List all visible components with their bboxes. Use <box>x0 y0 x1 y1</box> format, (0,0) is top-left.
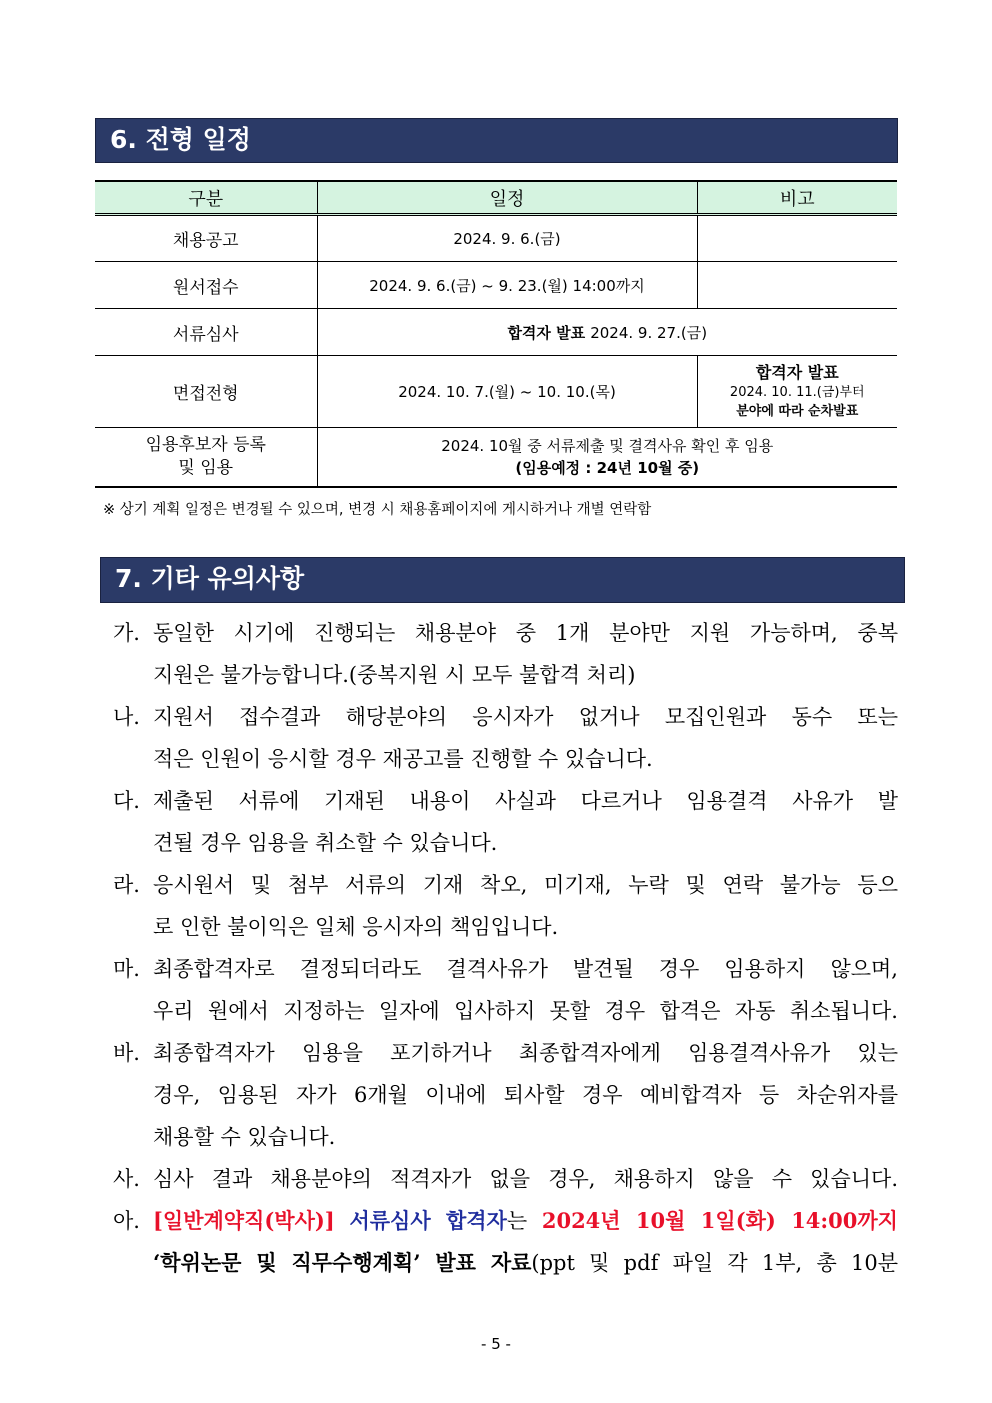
table-row <box>95 428 897 487</box>
item-line: 로 인한 불이익은 일체 응시자의 책임입니다. <box>153 915 559 939</box>
item-line: 최종합격자가 임용을 포기하거나 최종합격자에게 임용결격사유가 있는 <box>153 1041 898 1065</box>
row-note <box>697 262 897 309</box>
list-item <box>113 780 898 864</box>
row-schedule: 2024. 9. 6.(금) ~ 9. 23.(월) 14:00까지 <box>317 262 697 309</box>
row-note <box>697 356 897 428</box>
note-line: 2024. 10. 11.(금)부터 <box>729 385 865 400</box>
list-item <box>113 696 898 780</box>
row-schedule <box>317 428 897 487</box>
note-line: 분야에 따라 순차발표 <box>736 404 859 419</box>
row-label: 원서접수 <box>95 262 317 309</box>
table-header-row <box>95 181 897 215</box>
item-line: 심사 결과 채용분야의 적격자가 없을 경우, 채용하지 않을 수 있습니다. <box>153 1167 898 1191</box>
label-line: 및 임용 <box>178 457 234 478</box>
item-line: 제출된 서류에 기재된 내용이 사실과 다르거나 임용결격 사유가 발 <box>153 789 898 813</box>
row-label <box>95 428 317 487</box>
list-item <box>113 948 898 1032</box>
item-marker: 가. <box>113 621 140 645</box>
item-line: 지원은 불가능합니다.(중복지원 시 모두 불합격 처리) <box>153 663 636 687</box>
table-row <box>95 309 897 356</box>
list-item <box>113 864 898 948</box>
item-line: 견될 경우 임용을 취소할 수 있습니다. <box>153 831 498 855</box>
list-item <box>113 1158 898 1200</box>
row-schedule: 2024. 10. 7.(월) ~ 10. 10.(목) <box>317 356 697 428</box>
col-header-schedule: 일정 <box>317 181 697 215</box>
schedule-footnote: ※ 상기 계획 일정은 변경될 수 있으며, 변경 시 채용홈페이지에 게시하거나 개별 연락함 <box>103 502 652 518</box>
item-line: 우리 원에서 지정하는 일자에 입사하지 못할 경우 합격은 자동 취소됩니다. <box>153 999 898 1023</box>
schedule-bold-text: 합격자 발표 <box>507 323 586 342</box>
item-line <box>153 1242 898 1284</box>
schedule-table <box>95 180 897 488</box>
list-item <box>113 612 898 696</box>
col-header-category: 구분 <box>95 181 317 215</box>
item-marker: 라. <box>113 873 140 897</box>
table-row <box>95 262 897 309</box>
row-schedule: 2024. 9. 6.(금) <box>317 215 697 262</box>
bold-text: ‘학위논문 및 직무수행계획’ 발표 자료 <box>153 1250 532 1275</box>
item-marker: 다. <box>113 789 140 813</box>
section-6-title: 6. 전형 일정 <box>110 125 251 154</box>
plain-text: (ppt 및 pdf 파일 각 1부, 총 10분 <box>531 1251 898 1275</box>
list-item <box>113 1032 898 1158</box>
label-line: 임용후보자 등록 <box>145 434 266 455</box>
highlight-blue-text: 서류심사 합격자 <box>349 1208 507 1233</box>
col-header-remarks: 비고 <box>697 181 897 215</box>
plain-text: 는 <box>506 1209 528 1233</box>
item-marker: 사. <box>113 1167 140 1191</box>
highlight-red-text: [일반계약직(박사)] <box>153 1208 335 1233</box>
item-line: 지원서 접수결과 해당분야의 응시자가 없거나 모집인원과 동수 또는 <box>153 705 898 729</box>
item-line: 채용할 수 있습니다. <box>153 1125 336 1149</box>
row-schedule <box>317 309 897 356</box>
row-note <box>697 215 897 262</box>
item-marker: 마. <box>113 957 140 981</box>
row-label: 서류심사 <box>95 309 317 356</box>
list-item <box>113 1200 898 1284</box>
note-line: 합격자 발표 <box>755 363 839 382</box>
item-marker: 아. <box>113 1209 140 1233</box>
highlight-red-text: 2024년 10월 1일(화) 14:00까지 <box>541 1208 898 1233</box>
row-label: 채용공고 <box>95 215 317 262</box>
item-marker: 나. <box>113 705 140 729</box>
table-row <box>95 215 897 262</box>
schedule-date-text: 2024. 9. 27.(금) <box>590 323 708 342</box>
notice-list <box>113 612 898 1284</box>
item-line: 응시원서 및 첨부 서류의 기재 착오, 미기재, 누락 및 연락 불가능 등으 <box>153 873 898 897</box>
section-7-header <box>100 557 905 603</box>
item-marker: 바. <box>113 1041 140 1065</box>
item-line: 최종합격자로 결정되더라도 결격사유가 발견될 경우 임용하지 않으며, <box>153 957 898 981</box>
schedule-line: (임용예정 : 24년 10월 중) <box>515 458 700 477</box>
section-6-header <box>95 118 898 163</box>
item-line: 적은 인원이 응시할 경우 재공고를 진행할 수 있습니다. <box>153 747 653 771</box>
section-7-title: 7. 기타 유의사항 <box>115 564 305 593</box>
page-number: - 5 - <box>481 1335 511 1353</box>
schedule-line: 2024. 10월 중 서류제출 및 결격사유 확인 후 임용 <box>441 436 774 455</box>
item-line: 경우, 임용된 자가 6개월 이내에 퇴사할 경우 예비합격자 등 차순위자를 <box>153 1083 898 1107</box>
item-line: 동일한 시기에 진행되는 채용분야 중 1개 분야만 지원 가능하며, 중복 <box>153 621 898 645</box>
table-row <box>95 356 897 428</box>
item-line <box>153 1200 898 1242</box>
row-label: 면접전형 <box>95 356 317 428</box>
